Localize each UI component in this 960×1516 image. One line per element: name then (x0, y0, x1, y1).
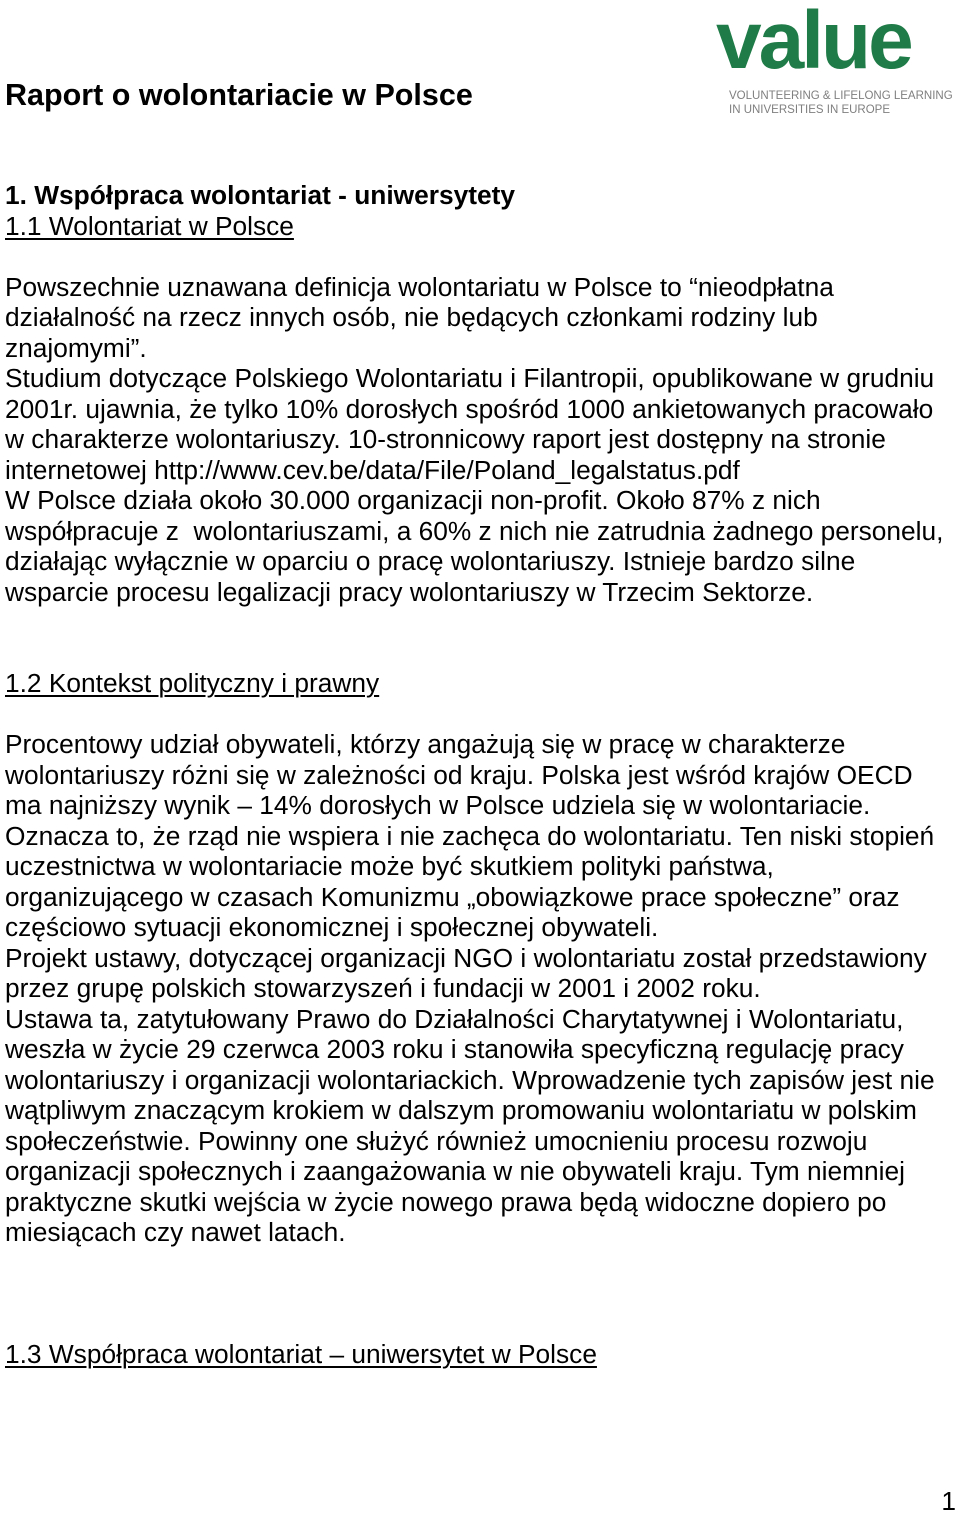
body-text-line: Powszechnie uznawana definicja wolontariatu w Polsce to “nieodpłatna (5, 271, 834, 302)
report-url-text: http://www.cev.be/data/File/Poland_legalstatus.pdf (154, 454, 740, 485)
section-heading: 1. Współpraca wolontariat - uniwersytety (5, 180, 515, 210)
body-text-line: Procentowy udział obywateli, którzy angażują się w pracę w charakterze (5, 729, 846, 759)
url-prefix-text: internetowej (5, 454, 155, 485)
page-number: 1 (941, 1486, 956, 1516)
blank-line (5, 699, 955, 730)
body-text-line: znajomymi”. (5, 332, 147, 363)
body-text-line: przez grupę polskich stowarzyszeń i fundacji w 2001 i 2002 roku. (5, 973, 761, 1003)
subsection-heading-1-1: 1.1 Wolontariat w Polsce (5, 210, 294, 241)
body-text-line: praktyczne skutki wejścia w życie nowego prawa będą widoczne dopiero po (5, 1186, 887, 1217)
body-text-line: uczestnictwa w wolontariacie może być skutkiem polityki państwa, (5, 851, 774, 881)
body-text-line: częściowo sytuacji ekonomicznej i społecznej obywateli. (5, 912, 659, 942)
subsection-heading-1-2: 1.2 Kontekst polityczny i prawny (5, 668, 380, 698)
body-text-line: ma najniższy wynik – 14% dorosłych w Polsce udziela się w wolontariacie. (5, 790, 871, 820)
body-text-line: wolontariuszy i organizacji wolontariackich. Wprowadzenie tych zapisów jest nie (5, 1064, 935, 1095)
logo-tagline (729, 89, 953, 117)
logo-tagline-line-2: IN UNIVERSITIES IN EUROPE (729, 104, 891, 116)
body-text-line: w charakterze wolontariuszy. 10-stronnicowy raport jest dostępny na stronie (5, 424, 886, 454)
blank-line (5, 1278, 955, 1309)
value-logo (716, 0, 956, 122)
subsection-heading-1-3: 1.3 Współpraca wolontariat – uniwersytet w Polsce (5, 1339, 597, 1369)
body-text-line-with-url (5, 455, 955, 486)
body-text-line: weszła w życie 29 czerwca 2003 roku i stanowiła specyficzną regulację pracy (5, 1034, 904, 1064)
body-text-line: wątpliwym znaczącym krokiem w dalszym promowaniu wolontariatu w polskim (5, 1095, 917, 1125)
body-text-line: organizacji społecznych i zaangażowania w nie obywateli kraju. Tym niemniej (5, 1156, 905, 1186)
page-title: Raport o wolontariacie w Polsce (5, 78, 473, 112)
body-text-line: Ustawa ta, zatytułowany Prawo do Działalności Charytatywnej i Wolontariatu, (5, 1003, 904, 1034)
body-text-line: W Polsce działa około 30.000 organizacji non-profit. Około 87% z nich (5, 485, 821, 515)
body-text-line: organizującego w czasach Komunizmu „obowiązkowe prace społeczne” oraz (5, 881, 900, 912)
body-text-line: miesiącach czy nawet latach. (5, 1217, 346, 1247)
blank-line (5, 607, 955, 638)
logo-wordmark: value (716, 0, 911, 86)
body-text-line: Projekt ustawy, dotyczącej organizacji NGO i wolontariatu został przedstawiony (5, 942, 927, 973)
blank-line (5, 241, 955, 272)
body-text-line: wolontariuszy różni się w zależności od kraju. Polska jest wśród krajów OECD (5, 759, 913, 790)
body-text-line: 2001r. ujawnia, że tylko 10% dorosłych spośród 1000 ankietowanych pracowało (5, 393, 934, 424)
body-text-line: Studium dotyczące Polskiego Wolontariatu i Filantropii, opublikowane w grudniu (5, 363, 935, 393)
blank-line (5, 1248, 955, 1279)
body-text-line: współpracuje z wolontariuszami, a 60% z nich nie zatrudnia żadnego personelu, (5, 515, 944, 546)
body-text-line: Oznacza to, że rząd nie wspiera i nie zachęca do wolontariatu. Ten niski stopień (5, 820, 935, 851)
blank-line (5, 638, 955, 669)
document-body (5, 180, 955, 1370)
body-text-line: wsparcie procesu legalizacji pracy wolontariuszy w Trzecim Sektorze. (5, 576, 814, 607)
body-text-line: działalność na rzecz innych osób, nie będących członkami rodziny lub (5, 302, 818, 332)
body-text-line: działając wyłącznie w oparciu o pracę wolontariuszy. Istnieje bardzo silne (5, 546, 856, 576)
logo-tagline-line-1: VOLUNTEERING & LIFELONG LEARNING (729, 90, 953, 102)
body-text-line: społeczeństwie. Powinny one służyć również umocnieniu procesu rozwoju (5, 1125, 868, 1156)
blank-line (5, 1309, 955, 1340)
